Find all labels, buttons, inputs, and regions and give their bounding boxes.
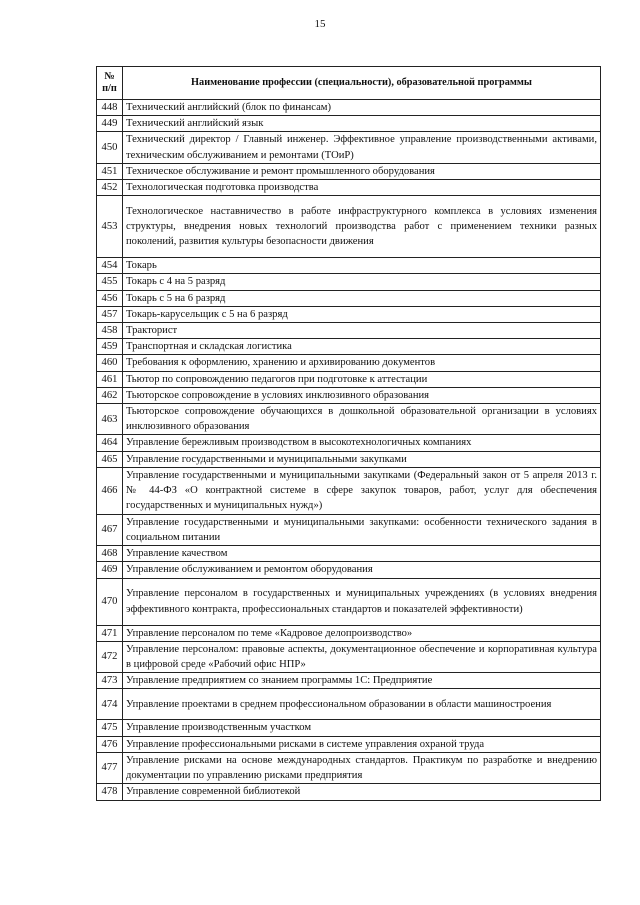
row-program-name: Токарь-карусельщик с 5 на 6 разряд bbox=[123, 306, 601, 322]
row-program-name: Тракторист bbox=[123, 323, 601, 339]
row-program-name: Управление предприятием со знанием программы 1С: Предприятие bbox=[123, 673, 601, 689]
table-row bbox=[97, 752, 601, 783]
row-number: 463 bbox=[97, 404, 123, 435]
column-header-name: Наименование профессии (специальности), образовательной программы bbox=[123, 67, 601, 100]
row-number: 477 bbox=[97, 752, 123, 783]
table-row bbox=[97, 116, 601, 132]
table-row bbox=[97, 306, 601, 322]
table-row bbox=[97, 736, 601, 752]
row-number: 467 bbox=[97, 514, 123, 545]
row-number: 470 bbox=[97, 578, 123, 625]
row-program-name: Управление государственными и муниципальными закупками (Федеральный закон от 5 апреля 2013 г. № 44-ФЗ «О контрактной системе в сфере закупок товаров, работ, услуг для обеспечения государственных и муниципальных нужд») bbox=[123, 467, 601, 514]
row-program-name: Управление рисками на основе международных стандартов. Практикум по разработке и внедрению документации по управлению рисками предприятия bbox=[123, 752, 601, 783]
row-program-name: Управление персоналом в государственных и муниципальных учреждениях (в условиях внедрения эффективного контракта, профессиональных стандартов и показателей эффективности) bbox=[123, 578, 601, 625]
row-number: 474 bbox=[97, 689, 123, 720]
table-row bbox=[97, 435, 601, 451]
table-row bbox=[97, 196, 601, 258]
table-row bbox=[97, 371, 601, 387]
table-row bbox=[97, 514, 601, 545]
professions-table bbox=[96, 66, 601, 801]
row-number: 460 bbox=[97, 355, 123, 371]
row-number: 476 bbox=[97, 736, 123, 752]
table-row bbox=[97, 180, 601, 196]
row-program-name: Управление профессиональными рисками в системе управления охраной труда bbox=[123, 736, 601, 752]
row-number: 478 bbox=[97, 784, 123, 800]
row-program-name: Управление персоналом по теме «Кадровое делопроизводство» bbox=[123, 625, 601, 641]
row-program-name: Тьюторское сопровождение в условиях инклюзивного образования bbox=[123, 387, 601, 403]
table-row bbox=[97, 625, 601, 641]
row-number: 452 bbox=[97, 180, 123, 196]
row-program-name: Техническое обслуживание и ремонт промышленного оборудования bbox=[123, 163, 601, 179]
table-row bbox=[97, 467, 601, 514]
row-number: 466 bbox=[97, 467, 123, 514]
row-program-name: Тьютор по сопровождению педагогов при подготовке к аттестации bbox=[123, 371, 601, 387]
table-row bbox=[97, 404, 601, 435]
table-row bbox=[97, 132, 601, 163]
row-program-name: Управление проектами в среднем профессиональном образовании в области машиностроения bbox=[123, 689, 601, 720]
table-row bbox=[97, 339, 601, 355]
row-program-name: Управление государственными и муниципальными закупками: особенности технического задания в социальном питании bbox=[123, 514, 601, 545]
table-row bbox=[97, 387, 601, 403]
row-number: 461 bbox=[97, 371, 123, 387]
row-program-name: Требования к оформлению, хранению и архивированию документов bbox=[123, 355, 601, 371]
row-number: 468 bbox=[97, 546, 123, 562]
table-row bbox=[97, 258, 601, 274]
row-number: 471 bbox=[97, 625, 123, 641]
row-number: 472 bbox=[97, 641, 123, 672]
row-number: 450 bbox=[97, 132, 123, 163]
table-row bbox=[97, 720, 601, 736]
row-program-name: Управление персоналом: правовые аспекты, документационное обеспечение и корпоративная культура в цифровой среде «Рабочий офис НПР» bbox=[123, 641, 601, 672]
table-row bbox=[97, 578, 601, 625]
table-row bbox=[97, 100, 601, 116]
table-row bbox=[97, 689, 601, 720]
page-number: 15 bbox=[314, 18, 326, 30]
row-program-name: Технологическая подготовка производства bbox=[123, 180, 601, 196]
row-program-name: Управление качеством bbox=[123, 546, 601, 562]
row-program-name: Токарь с 5 на 6 разряд bbox=[123, 290, 601, 306]
row-number: 462 bbox=[97, 387, 123, 403]
table-row bbox=[97, 562, 601, 578]
row-number: 451 bbox=[97, 163, 123, 179]
table-row bbox=[97, 673, 601, 689]
row-number: 448 bbox=[97, 100, 123, 116]
row-program-name: Управление бережливым производством в высокотехнологичных компаниях bbox=[123, 435, 601, 451]
table-row bbox=[97, 641, 601, 672]
row-program-name: Токарь bbox=[123, 258, 601, 274]
row-number: 454 bbox=[97, 258, 123, 274]
row-number: 457 bbox=[97, 306, 123, 322]
table-header-row bbox=[97, 67, 601, 100]
row-program-name: Транспортная и складская логистика bbox=[123, 339, 601, 355]
row-program-name: Технологическое наставничество в работе инфраструктурного комплекса в условиях изменения структуры, внедрения новых технологий производства работ с применением техники разных поколений, развития культуры безопасности движения bbox=[123, 196, 601, 258]
row-number: 453 bbox=[97, 196, 123, 258]
table-row bbox=[97, 355, 601, 371]
table-row bbox=[97, 290, 601, 306]
row-program-name: Технический директор / Главный инженер. Эффективное управление производственными активами, техническим обслуживанием и ремонтами (ТОиР) bbox=[123, 132, 601, 163]
row-program-name: Технический английский язык bbox=[123, 116, 601, 132]
row-program-name: Тьюторское сопровождение обучающихся в дошкольной образовательной организации в условиях инклюзивного образования bbox=[123, 404, 601, 435]
row-number: 465 bbox=[97, 451, 123, 467]
table-row bbox=[97, 546, 601, 562]
table-row bbox=[97, 163, 601, 179]
row-number: 456 bbox=[97, 290, 123, 306]
column-header-number: № п/п bbox=[97, 67, 123, 100]
row-program-name: Токарь с 4 на 5 разряд bbox=[123, 274, 601, 290]
table-row bbox=[97, 451, 601, 467]
row-program-name: Технический английский (блок по финансам) bbox=[123, 100, 601, 116]
row-number: 455 bbox=[97, 274, 123, 290]
row-number: 469 bbox=[97, 562, 123, 578]
table-row bbox=[97, 323, 601, 339]
row-program-name: Управление современной библиотекой bbox=[123, 784, 601, 800]
row-number: 464 bbox=[97, 435, 123, 451]
row-number: 473 bbox=[97, 673, 123, 689]
table-row bbox=[97, 274, 601, 290]
row-number: 449 bbox=[97, 116, 123, 132]
row-program-name: Управление производственным участком bbox=[123, 720, 601, 736]
table-row bbox=[97, 784, 601, 800]
row-number: 459 bbox=[97, 339, 123, 355]
row-program-name: Управление государственными и муниципальными закупками bbox=[123, 451, 601, 467]
table-body bbox=[97, 100, 601, 801]
row-program-name: Управление обслуживанием и ремонтом оборудования bbox=[123, 562, 601, 578]
row-number: 458 bbox=[97, 323, 123, 339]
row-number: 475 bbox=[97, 720, 123, 736]
